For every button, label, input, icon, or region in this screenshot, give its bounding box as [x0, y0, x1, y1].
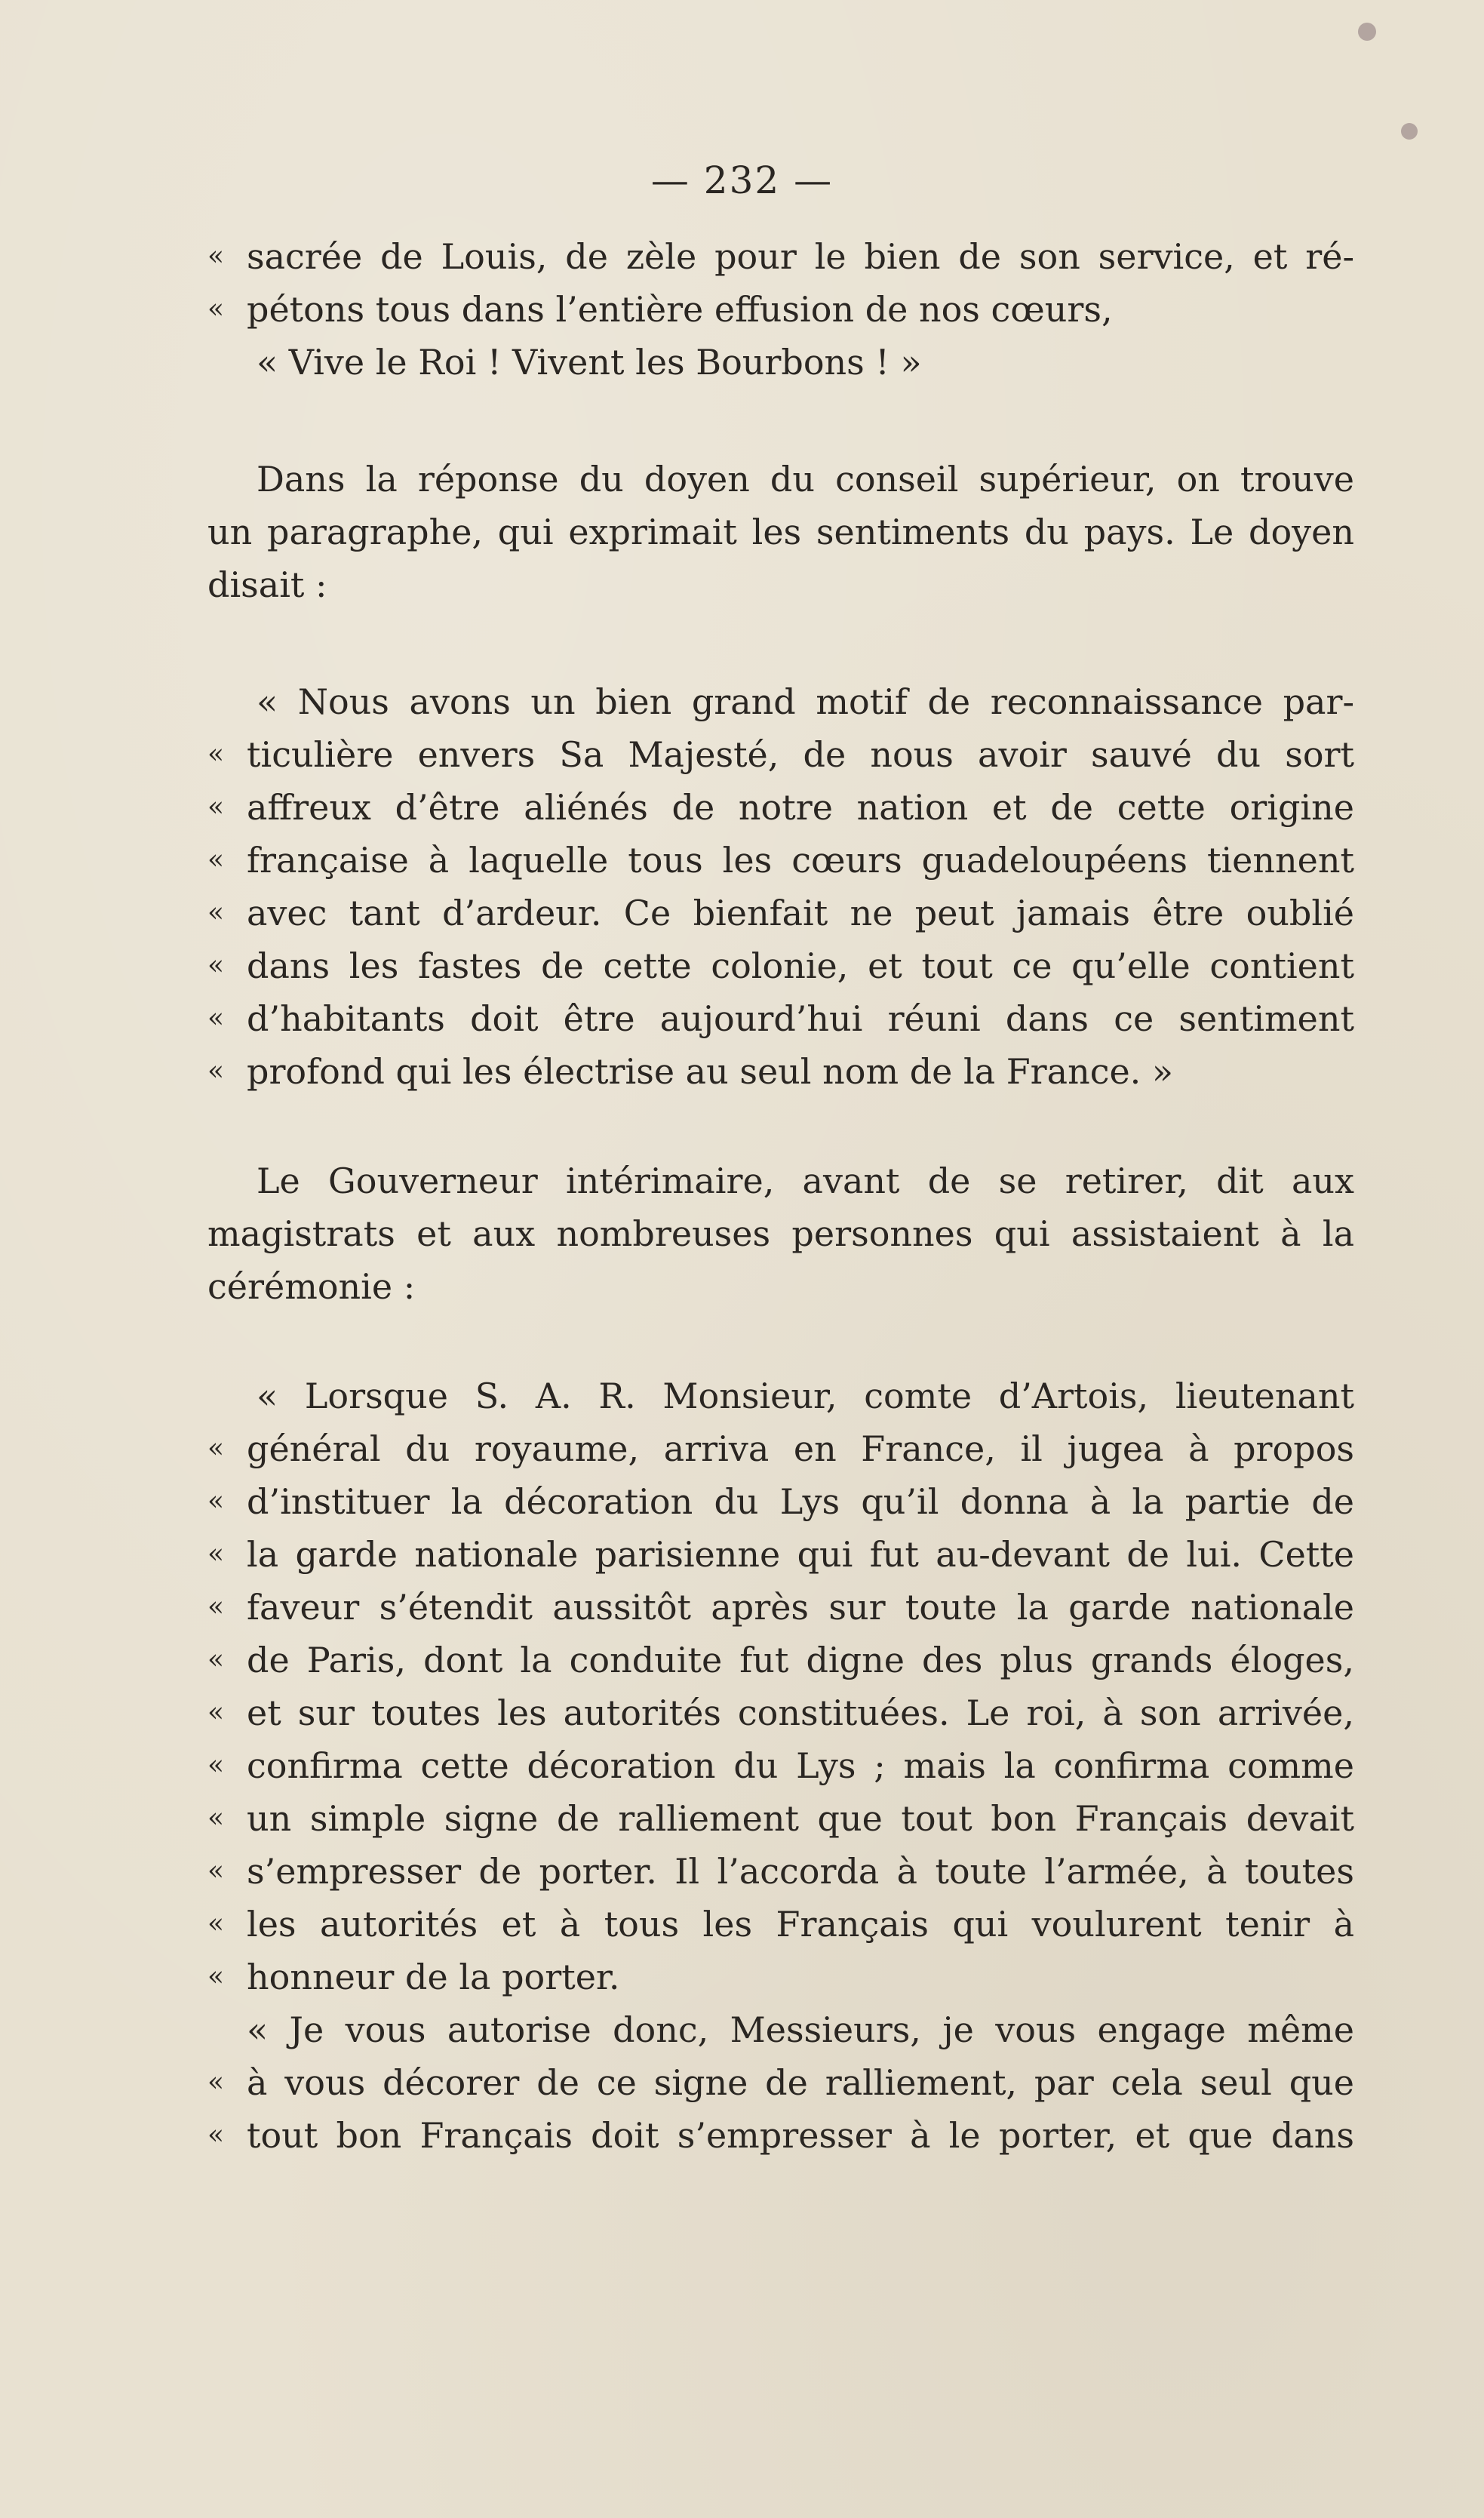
- text-line: ticulière envers Sa Majesté, de nous avoir sauvé du sort: [247, 734, 1354, 775]
- text-line: sacrée de Louis, de zèle pour le bien de son service, et ré-: [247, 236, 1354, 277]
- text-line: et sur toutes les autorités constituées. Le roi, à son arrivée,: [247, 1693, 1354, 1733]
- quote-mark: «: [207, 1750, 225, 1781]
- text-line: les autorités et à tous les Français qui voulurent tenir à: [247, 1904, 1354, 1945]
- quote-mark: «: [207, 1433, 225, 1464]
- text-line: pétons tous dans l’entière effusion de nos cœurs,: [247, 289, 1113, 330]
- quote-mark: «: [207, 739, 225, 770]
- quote-mark: «: [207, 294, 225, 324]
- quote-mark: «: [207, 792, 225, 822]
- text-line: de Paris, dont la conduite fut digne des plus grands éloges,: [247, 1640, 1354, 1680]
- quote-mark: «: [207, 1908, 225, 1939]
- quote-mark: «: [207, 1697, 225, 1728]
- quote-mark: «: [207, 1961, 225, 1992]
- quote-mark: «: [207, 1056, 225, 1087]
- quote-mark: «: [207, 950, 225, 981]
- text-line: Dans la réponse du doyen du conseil supérieur, on trouve: [257, 459, 1354, 500]
- text-line: général du royaume, arriva en France, il jugea à propos: [247, 1428, 1354, 1469]
- quote-mark: «: [207, 1486, 225, 1517]
- text-line: d’instituer la décoration du Lys qu’il donna à la partie de: [247, 1481, 1354, 1522]
- text-line: « Lorsque S. A. R. Monsieur, comte d’Artois, lieutenant: [257, 1376, 1354, 1416]
- text-line: faveur s’étendit aussitôt après sur toute la garde nationale: [247, 1587, 1354, 1628]
- quote-mark: «: [207, 1803, 225, 1834]
- quote-mark: «: [207, 1855, 225, 1886]
- stain-mark: [1358, 23, 1376, 41]
- text-line: magistrats et aux nombreuses personnes qui assistaient à la: [207, 1213, 1354, 1254]
- text-line: « Nous avons un bien grand motif de reconnaissance par-: [257, 681, 1354, 722]
- text-line: à vous décorer de ce signe de ralliement, par cela seul que: [247, 2062, 1354, 2103]
- text-line: affreux d’être aliénés de notre nation et de cette origine: [247, 787, 1354, 828]
- stain-mark: [1401, 123, 1418, 140]
- text-line: « Je vous autorise donc, Messieurs, je vous engage même: [247, 2009, 1354, 2050]
- quote-mark: «: [207, 1644, 225, 1675]
- page-number: — 232 —: [650, 158, 834, 202]
- text-line: avec tant d’ardeur. Ce bienfait ne peut jamais être oublié: [247, 893, 1354, 933]
- text-line: un simple signe de ralliement que tout bon Français devait: [247, 1798, 1354, 1839]
- quote-mark: «: [207, 2067, 225, 2098]
- text-line: française à laquelle tous les cœurs guadeloupéens tiennent: [247, 840, 1354, 881]
- text-line: « Vive le Roi ! Vivent les Bourbons ! »: [257, 342, 922, 383]
- text-line: tout bon Français doit s’empresser à le porter, et que dans: [247, 2115, 1354, 2156]
- text-line: d’habitants doit être aujourd’hui réuni dans ce sentiment: [247, 998, 1354, 1039]
- quote-mark: «: [207, 241, 225, 272]
- text-line: cérémonie :: [207, 1266, 416, 1307]
- quote-mark: «: [207, 1003, 225, 1034]
- quote-mark: «: [207, 1539, 225, 1570]
- text-line: confirma cette décoration du Lys ; mais la confirma comme: [247, 1745, 1354, 1786]
- quote-mark: «: [207, 897, 225, 928]
- quote-mark: «: [207, 2120, 225, 2151]
- text-line: dans les fastes de cette colonie, et tout ce qu’elle contient: [247, 945, 1354, 986]
- quote-mark: «: [207, 844, 225, 875]
- text-line: s’empresser de porter. Il l’accorda à toute l’armée, à toutes: [247, 1851, 1354, 1892]
- text-line: profond qui les électrise au seul nom de la France. »: [247, 1051, 1174, 1092]
- text-line: la garde nationale parisienne qui fut au-devant de lui. Cette: [247, 1534, 1354, 1575]
- text-line: disait :: [207, 564, 327, 605]
- text-line: Le Gouverneur intérimaire, avant de se retirer, dit aux: [257, 1161, 1354, 1201]
- quote-mark: «: [207, 1591, 225, 1622]
- text-line: un paragraphe, qui exprimait les sentiments du pays. Le doyen: [207, 512, 1354, 552]
- text-line: honneur de la porter.: [247, 1957, 620, 1997]
